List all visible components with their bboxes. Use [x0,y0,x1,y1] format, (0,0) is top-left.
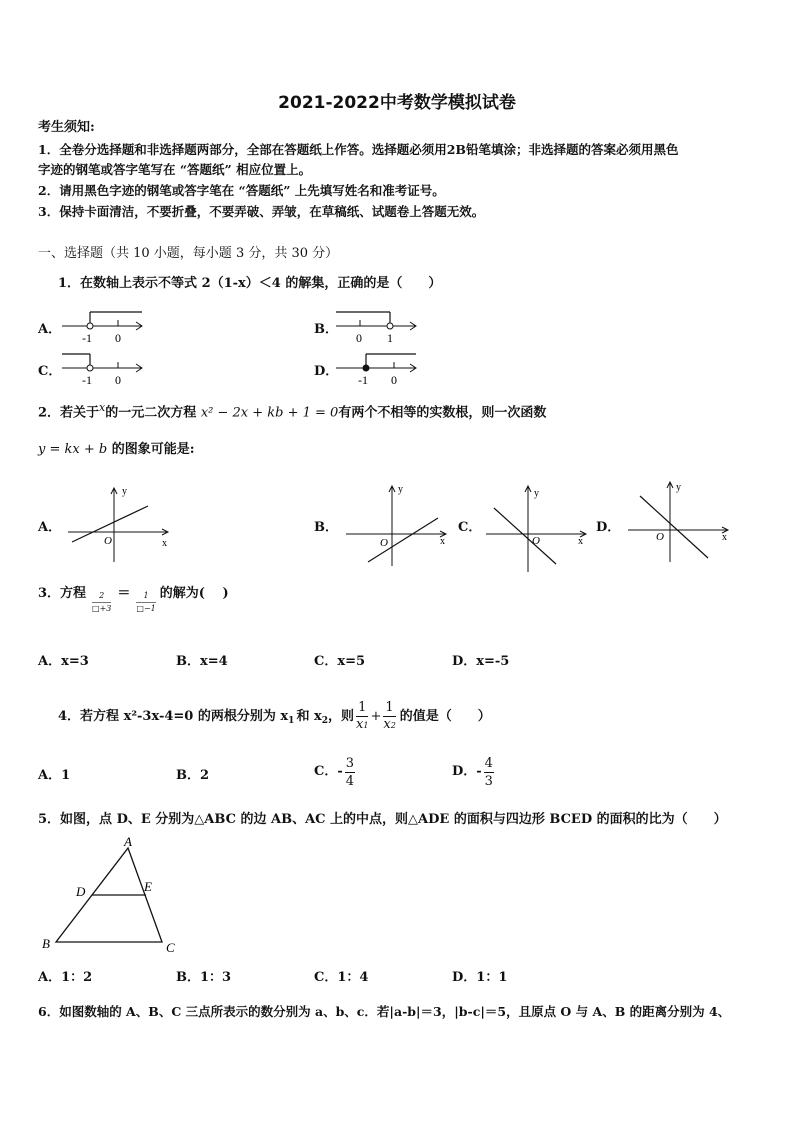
section-heading: 一、选择题（共 10 小题，每小题 3 分，共 30 分） [38,246,339,261]
q1-option-d-label: D． [314,364,339,379]
q1-b-tick-1: 0 [356,331,362,345]
q1-a-tick-1: -1 [82,331,92,345]
notice-heading: 考生须知: [38,120,95,135]
q2-option-a-label: A． [38,520,62,535]
svg-text:O: O [532,535,540,547]
question-2-stem: 2．若关于$^x$的一元二次方程 x² − 2x + kb + 1 = 0有两个不相等的实数根，则一次函数 [38,401,547,421]
q1-option-a-label: A． [38,322,62,337]
q1-b-tick-2: 1 [387,331,393,345]
question-2-stem-cont: y = kx + b 的图象可能是: [38,442,195,457]
q1-option-c-number-line [60,348,144,388]
q2-option-c-graph [480,482,596,576]
q2-option-d-label: D． [596,520,621,535]
q1-option-d-number-line [334,348,418,388]
q3-option-d: D．x=-5 [452,654,510,669]
svg-text:y: y [676,482,681,493]
svg-text:x: x [722,532,727,543]
svg-text:D: D [76,884,86,899]
q3-option-a: A．x=3 [38,654,89,669]
q3-option-c: C．x=5 [314,654,366,669]
notice-line-3: 3．保持卡面清洁，不要折叠，不要弄破、弄皱，在草稿纸、试题卷上答题无效。 [38,204,485,219]
q1-option-a-number-line [60,306,144,346]
svg-text:O: O [380,537,388,549]
svg-text:O: O [656,531,664,543]
svg-text:x: x [440,536,445,547]
notice-line-1: 1．全卷分选择题和非选择题两部分，全部在答题纸上作答。选择题必须用2B铅笔填涂；非选择题的答案必须用黑色 [38,142,679,157]
svg-text:x: x [578,536,583,547]
svg-text:y: y [398,484,403,495]
q1-d-tick-2: 0 [391,373,397,387]
svg-text:x: x [162,538,167,549]
svg-text:B: B [42,936,50,951]
svg-text:A: A [124,834,132,849]
q4-option-a: A．1 [38,768,71,783]
question-3-stem: 3．方程 $\frac{2}{□+3}$ ＝ $\frac{1}{□-1}$ 的解为( ) [38,586,229,613]
q1-option-b-label: B． [314,322,338,337]
q1-c-tick-1: -1 [82,373,92,387]
q1-option-c-label: C． [38,364,62,379]
svg-text:y: y [122,486,127,497]
question-6-stem: 6．如图数轴的 A、B、C 三点所表示的数分别为 a、b、c．若|a-b|＝3，|b-c|＝5，且原点 O 与 A、B 的距离分别为 4、 [38,1004,731,1019]
q2-option-d-graph [622,478,738,568]
q2-option-a-graph [60,482,176,568]
q2-option-b-graph [340,482,456,568]
question-5-stem: 5．如图，点 D、E 分别为△ABC 的边 AB、AC 上的中点，则△ADE 的面积与四边形 BCED 的面积的比为（ ） [38,812,727,827]
q5-option-d: D．1：1 [452,970,508,985]
q4-option-c: C．- $\frac{3}{4}$ [314,755,355,789]
page-title: 2021-2022中考数学模拟试卷 [278,93,516,113]
question-4-stem: 4．若方程 x²-3x-4=0 的两根分别为 x 1 和 x 2 ，则 $\frac{1}{x1}$ + $\frac{1}{x2}$ 的值是（ ） [58,700,491,732]
q5-option-a: A．1：2 [38,970,93,985]
q1-d-tick-1: -1 [358,373,368,387]
q3-option-b: B．x=4 [176,654,228,669]
svg-text:C: C [166,940,175,955]
q1-a-tick-2: 0 [115,331,121,345]
q4-option-b: B．2 [176,768,210,783]
q5-option-b: B．1：3 [176,970,232,985]
notice-line-1-cont: 字迹的钢笔或答字笔写在 “答题纸” 相应位置上。 [38,162,312,177]
q1-option-b-number-line [334,306,418,346]
q2-option-c-label: C． [458,520,482,535]
svg-text:E: E [144,879,152,894]
svg-text:O: O [104,535,112,547]
q5-option-c: C．1：4 [314,970,369,985]
q1-c-tick-2: 0 [115,373,121,387]
q4-option-d: D．- $\frac{4}{3}$ [452,755,493,789]
q2-option-b-label: B． [314,520,338,535]
svg-text:y: y [534,488,539,499]
notice-line-2: 2．请用黑色字迹的钢笔或答字笔在 “答题纸” 上先填写姓名和准考证号。 [38,183,445,198]
q5-triangle-figure [38,834,188,956]
question-1-stem: 1．在数轴上表示不等式 2（1-x）＜4 的解集，正确的是（ ） [58,276,442,291]
